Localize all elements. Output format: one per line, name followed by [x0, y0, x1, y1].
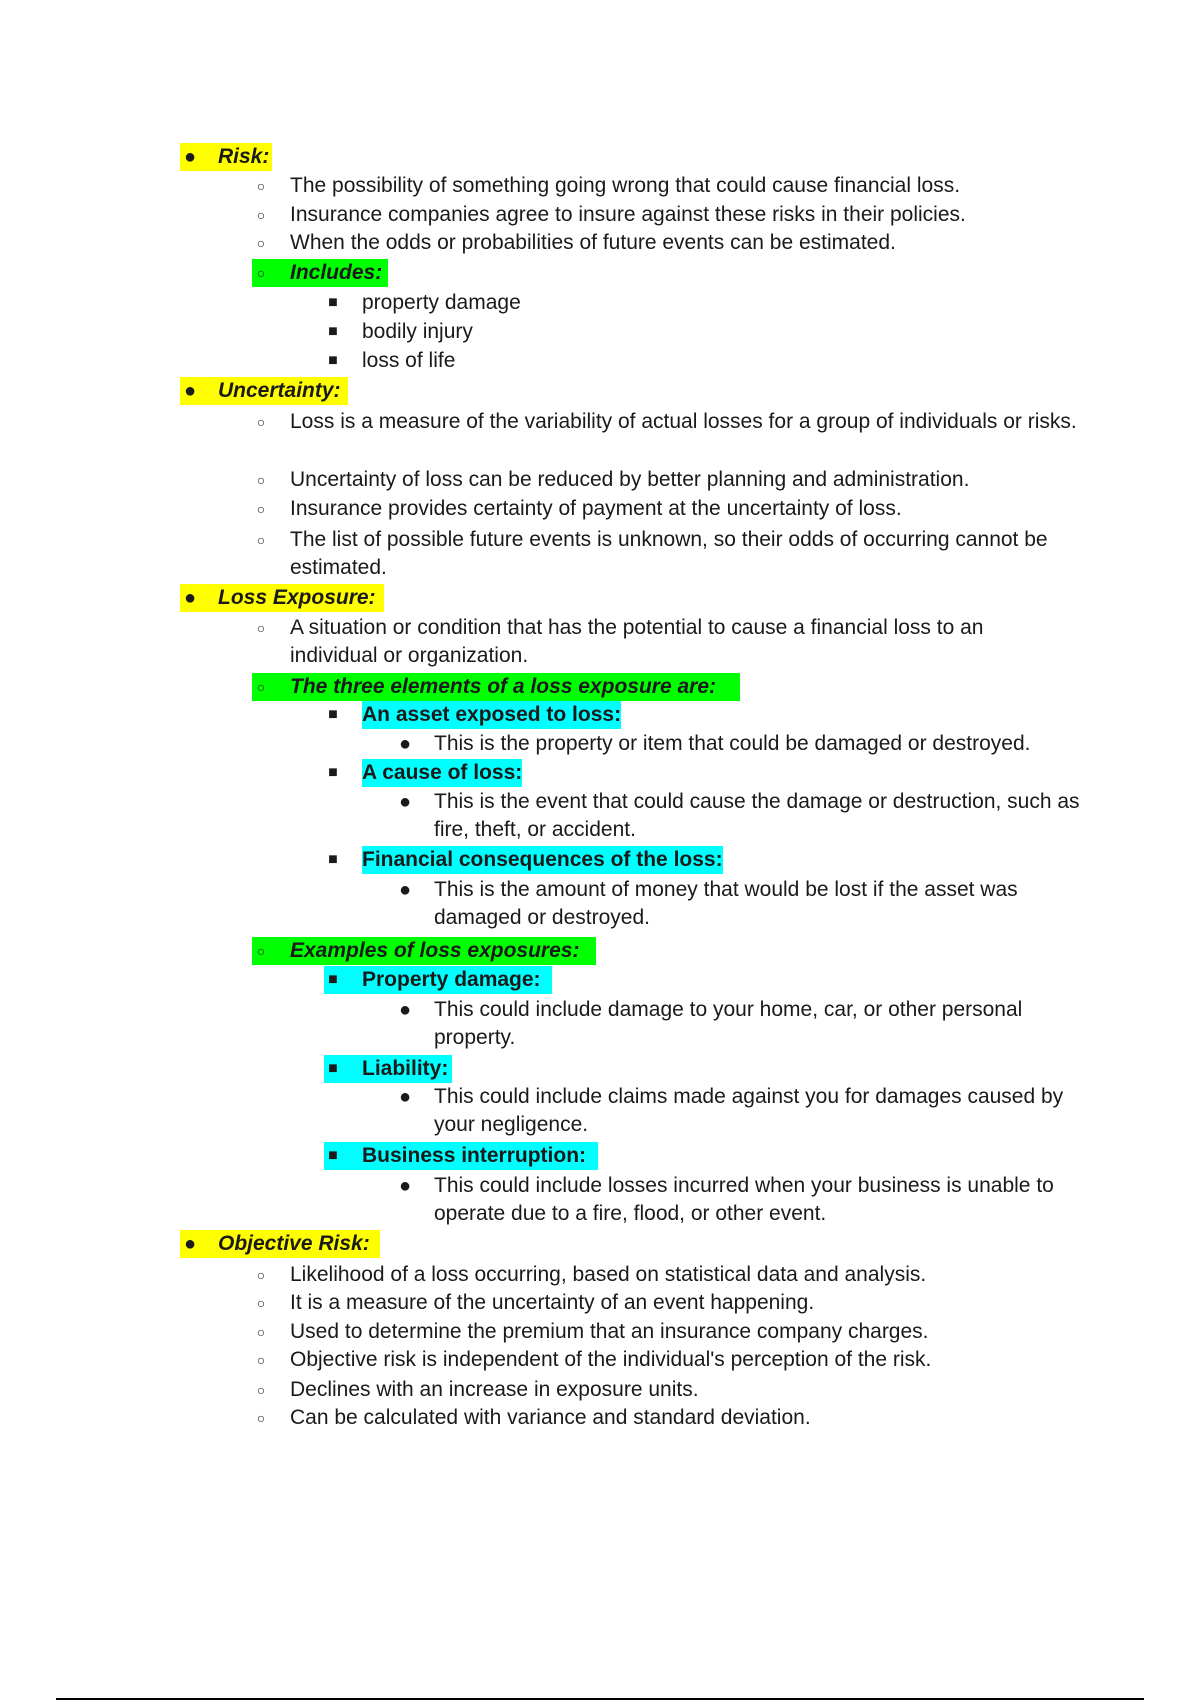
- bullet-icon: ●: [398, 879, 412, 901]
- bullet-icon: ●: [398, 1175, 412, 1197]
- element-desc: This is the amount of money that would be lost if the asset was damaged or destroyed.: [434, 878, 1018, 929]
- square-bullet-icon: ■: [328, 971, 338, 988]
- list-item: The list of possible future events is unknown, so their odds of occurring cannot be estimated.: [290, 528, 1048, 579]
- square-bullet-icon: ■: [328, 851, 338, 868]
- bullet-icon: ●: [183, 1233, 197, 1255]
- circle-bullet-icon: ○: [256, 178, 266, 194]
- square-bullet-icon: ■: [328, 764, 338, 781]
- circle-bullet-icon: ○: [256, 943, 266, 959]
- circle-bullet-icon: ○: [256, 414, 266, 430]
- list-item: Used to determine the premium that an insurance company charges.: [290, 1320, 929, 1343]
- square-bullet-icon: ■: [328, 1147, 338, 1164]
- subheading-includes: Includes:: [290, 261, 383, 284]
- list-item: Loss is a measure of the variability of actual losses for a group of individuals or risks.: [290, 410, 1077, 433]
- example-desc: This could include claims made against you for damages caused by your negligence.: [434, 1085, 1064, 1136]
- square-bullet-icon: ■: [328, 323, 338, 340]
- example-desc: This could include losses incurred when your business is unable to operate due to a fire, flood, or other event.: [434, 1174, 1054, 1225]
- circle-bullet-icon: ○: [256, 1324, 266, 1340]
- section-heading-uncertainty: Uncertainty:: [218, 379, 341, 402]
- list-item: bodily injury: [362, 320, 473, 343]
- list-item: Declines with an increase in exposure units.: [290, 1378, 699, 1401]
- circle-bullet-icon: ○: [256, 265, 266, 281]
- circle-bullet-icon: ○: [256, 207, 266, 223]
- circle-bullet-icon: ○: [256, 532, 266, 548]
- circle-bullet-icon: ○: [256, 620, 266, 636]
- subheading-elements: The three elements of a loss exposure are:: [290, 675, 716, 698]
- square-bullet-icon: ■: [328, 352, 338, 369]
- circle-bullet-icon: ○: [256, 1382, 266, 1398]
- section-heading-risk: Risk:: [218, 145, 270, 168]
- circle-bullet-icon: ○: [256, 1267, 266, 1283]
- circle-bullet-icon: ○: [256, 679, 266, 695]
- list-item: Insurance companies agree to insure against these risks in their policies.: [290, 203, 966, 226]
- bullet-icon: ●: [398, 999, 412, 1021]
- list-item: Insurance provides certainty of payment at the uncertainty of loss.: [290, 497, 902, 520]
- example-title: Liability:: [362, 1057, 449, 1080]
- list-item: When the odds or probabilities of future events can be estimated.: [290, 231, 896, 254]
- circle-bullet-icon: ○: [256, 472, 266, 488]
- bullet-icon: ●: [398, 733, 412, 755]
- bullet-icon: ●: [183, 587, 197, 609]
- element-desc: This is the property or item that could be damaged or destroyed.: [434, 732, 1031, 755]
- bullet-icon: ●: [183, 146, 197, 168]
- square-bullet-icon: ■: [328, 1060, 338, 1077]
- circle-bullet-icon: ○: [256, 235, 266, 251]
- square-bullet-icon: ■: [328, 706, 338, 723]
- section-heading-loss-exposure: Loss Exposure:: [218, 586, 376, 609]
- example-title: Property damage:: [362, 968, 541, 991]
- list-item: Objective risk is independent of the individual's perception of the risk.: [290, 1348, 932, 1371]
- bullet-icon: ●: [183, 380, 197, 402]
- circle-bullet-icon: ○: [256, 1295, 266, 1311]
- subheading-examples: Examples of loss exposures:: [290, 939, 580, 962]
- list-item: Uncertainty of loss can be reduced by better planning and administration.: [290, 468, 970, 491]
- section-heading-objective-risk: Objective Risk:: [218, 1232, 370, 1255]
- circle-bullet-icon: ○: [256, 501, 266, 517]
- list-item: A situation or condition that has the potential to cause a financial loss to an individual or organization.: [290, 616, 984, 667]
- list-item: Can be calculated with variance and standard deviation.: [290, 1406, 811, 1429]
- element-desc: This is the event that could cause the damage or destruction, such as fire, theft, or accident.: [434, 790, 1080, 841]
- element-title: A cause of loss:: [362, 759, 522, 787]
- bullet-icon: ●: [398, 791, 412, 813]
- element-title: Financial consequences of the loss:: [362, 846, 723, 874]
- circle-bullet-icon: ○: [256, 1352, 266, 1368]
- example-desc: This could include damage to your home, car, or other personal property.: [434, 998, 1023, 1049]
- bullet-icon: ●: [398, 1086, 412, 1108]
- list-item: The possibility of something going wrong that could cause financial loss.: [290, 174, 961, 197]
- circle-bullet-icon: ○: [256, 1410, 266, 1426]
- list-item: property damage: [362, 291, 521, 314]
- square-bullet-icon: ■: [328, 294, 338, 311]
- list-item: loss of life: [362, 349, 456, 372]
- list-item: It is a measure of the uncertainty of an event happening.: [290, 1291, 815, 1314]
- example-title: Business interruption:: [362, 1144, 587, 1167]
- element-title: An asset exposed to loss:: [362, 701, 621, 729]
- list-item: Likelihood of a loss occurring, based on statistical data and analysis.: [290, 1263, 927, 1286]
